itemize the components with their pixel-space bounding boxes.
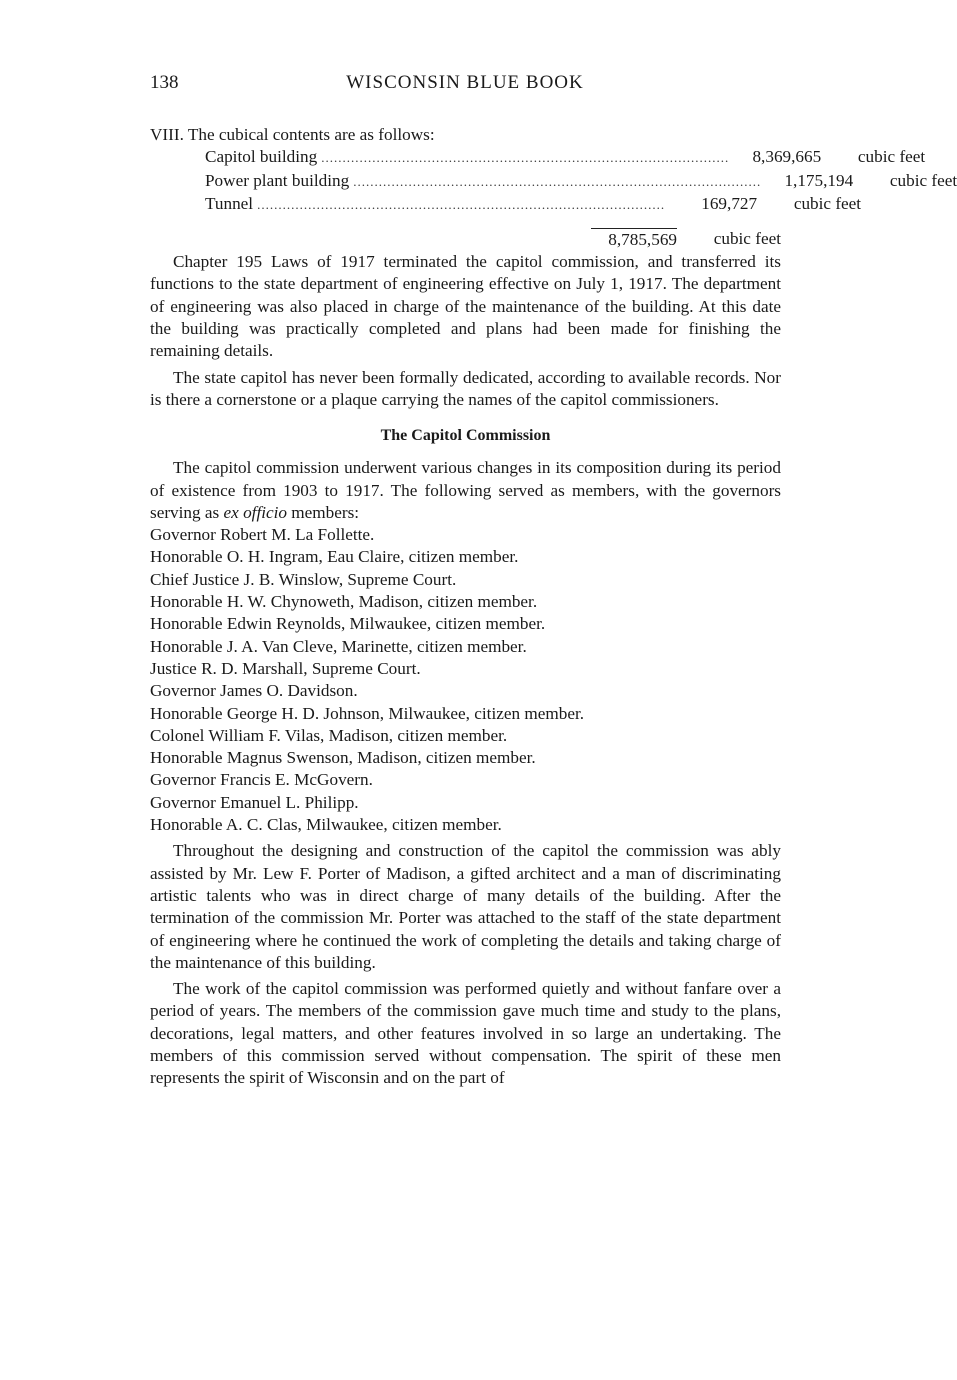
volume-row (205, 146, 926, 169)
member-item: Justice R. D. Marshall, Supreme Court. (150, 658, 421, 678)
paragraph-porter: Throughout the designing and construction of the capitol the commission was ably assisted by Mr. Lew F. Porter of Madison, a gifted architect and a man of discriminating artistic talents who was in direct charge of many details of the building. After the termination of the commission Mr. Porter was attached to the staff of the state department of engineering where he continued the work of completing the details and taking charge of the maintenance of this building. (150, 841, 781, 972)
member-item: Honorable H. W. Chynoweth, Madison, citizen member. (150, 592, 538, 612)
volume-label: Capitol building (205, 147, 318, 167)
volume-value: 8,369,665 (752, 147, 822, 167)
volume-total (150, 228, 781, 251)
member-list (150, 524, 781, 836)
member-item: Honorable A. C. Clas, Milwaukee, citizen member. (150, 815, 502, 835)
total-unit: cubic feet (713, 229, 781, 249)
paragraph-dedication: The state capitol has never been formally dedicated, according to available records. Nor is there a cornerstone or a plaque carrying the names of the capitol commissioners. (150, 367, 781, 409)
leader-dots: ................................................................................................ (321, 150, 730, 166)
volume-row (205, 170, 957, 193)
volume-unit: cubic feet (793, 193, 862, 213)
page-content (150, 124, 957, 1090)
member-item: Honorable George H. D. Johnson, Milwaukee, citizen member. (150, 703, 585, 723)
member-item: Governor James O. Davidson. (150, 681, 358, 701)
volumes-heading: VIII. The cubical contents are as follows: (150, 125, 435, 144)
paragraph-commission-intro (150, 457, 781, 524)
member-item: Colonel William F. Vilas, Madison, citizen member. (150, 725, 508, 745)
leader-dots: ................................................................................................ (257, 196, 666, 212)
volume-label: Tunnel (205, 193, 254, 213)
volume-row (205, 193, 862, 216)
volume-unit: cubic feet (857, 147, 926, 167)
volume-value: 169,727 (701, 193, 758, 213)
member-item: Governor Francis E. McGovern. (150, 770, 373, 790)
volume-label: Power plant building (205, 170, 350, 190)
intro-text: The capitol commission underwent various changes in its composition during its period of existence from 1903 to 1917. The following served as members, with the governors serving as (150, 458, 781, 522)
intro-text-end: members: (287, 502, 360, 522)
member-item: Chief Justice J. B. Winslow, Supreme Court. (150, 569, 457, 589)
volume-unit: cubic feet (889, 170, 957, 190)
paragraph-engineering: Chapter 195 Laws of 1917 terminated the capitol commission, and transferred its functions to the state department of engineering effective on July 1, 1917. The department of engineering was also placed in charge of the maintenance of the building. At this date the building was practically completed and plans had been made for finishing the remaining details. (150, 252, 781, 361)
member-item: Honorable J. A. Van Cleve, Marinette, citizen member. (150, 636, 527, 656)
member-item: Governor Emanuel L. Philipp. (150, 792, 359, 812)
page-number: 138 (150, 72, 179, 93)
member-item: Governor Robert M. La Follette. (150, 525, 375, 545)
page-header (150, 72, 780, 102)
member-item: Honorable Magnus Swenson, Madison, citizen member. (150, 748, 536, 768)
member-item: Honorable Edwin Reynolds, Milwaukee, citizen member. (150, 614, 546, 634)
intro-italic: ex officio (223, 502, 287, 522)
running-title: WISCONSIN BLUE BOOK (346, 72, 584, 93)
member-item: Honorable O. H. Ingram, Eau Claire, citizen member. (150, 547, 519, 567)
paragraph-commission-work: The work of the capitol commission was performed quietly and without fanfare over a period of years. The members of the commission gave much time and study to the plans, decorations, legal matters, and other features involved in so large an undertaking. The members of this commission served without compensation. The spirit of these men represents the spirit of Wisconsin and on the part of (150, 979, 781, 1088)
volume-value: 1,175,194 (784, 170, 854, 190)
leader-dots: ................................................................................................ (353, 173, 762, 189)
total-value: 8,785,569 (591, 228, 677, 251)
section-heading: The Capitol Commission (380, 427, 551, 445)
